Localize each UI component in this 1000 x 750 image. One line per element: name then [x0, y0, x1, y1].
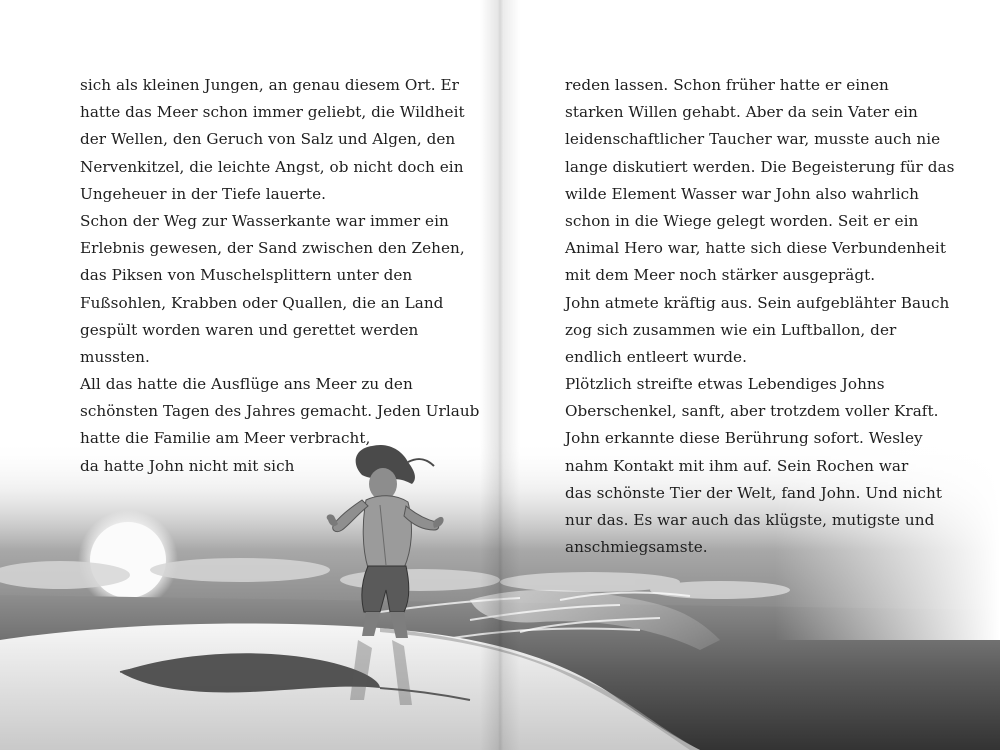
- text-line: wilde Element Wasser war John also wahrlich: [565, 184, 919, 203]
- text-line: John erkannte diese Berührung sofort. Wesley: [565, 429, 923, 448]
- text-line: starken Willen gehabt. Aber da sein Vater ein: [565, 103, 918, 122]
- text-line: Schon der Weg zur Wasserkante war immer ein: [80, 211, 449, 230]
- text-line: zog sich zusammen wie ein Luftballon, der: [565, 320, 897, 339]
- right-page-text: [565, 72, 955, 561]
- text-line: mussten.: [80, 347, 150, 366]
- text-line: da hatte John nicht mit sich: [80, 456, 295, 475]
- text-line: das schönste Tier der Welt, fand John. Und nicht: [565, 483, 942, 502]
- text-line: hatte die Familie am Meer verbracht,: [80, 429, 371, 448]
- text-line: reden lassen. Schon früher hatte er einen: [565, 76, 889, 94]
- text-line: Ungeheuer in der Tiefe lauerte.: [80, 184, 327, 203]
- text-line: der Wellen, den Geruch von Salz und Algen, den: [80, 130, 456, 149]
- text-line: All das hatte die Ausflüge ans Meer zu den: [80, 375, 413, 394]
- text-line: schönsten Tagen des Jahres gemacht. Jeden Urlaub: [80, 402, 480, 421]
- text-line: Nervenkitzel, die leichte Angst, ob nicht doch ein: [80, 157, 464, 176]
- text-line: endlich entleert wurde.: [565, 347, 747, 366]
- text-line: schon in die Wiege gelegt worden. Seit er ein: [565, 211, 919, 230]
- text-line: lange diskutiert werden. Die Begeisterung für das: [565, 157, 955, 176]
- text-line: hatte das Meer schon immer geliebt, die Wildheit: [80, 103, 465, 122]
- text-line: Fußsohlen, Krabben oder Quallen, die an Land: [80, 293, 444, 312]
- text-line: Animal Hero war, hatte sich diese Verbundenheit: [565, 239, 946, 258]
- text-line: das Piksen von Muschelsplittern unter den: [80, 266, 413, 285]
- text-line: mit dem Meer noch stärker ausgeprägt.: [565, 266, 876, 285]
- text-line: gespült worden waren und gerettet werden: [80, 320, 419, 339]
- text-line: Oberschenkel, sanft, aber trotzdem voller Kraft.: [565, 402, 939, 421]
- text-line: leidenschaftlicher Taucher war, musste auch nie: [565, 130, 941, 149]
- text-line: anschmiegsamste.: [565, 538, 708, 557]
- text-line: Erlebnis gewesen, der Sand zwischen den Zehen,: [80, 239, 465, 258]
- left-page-text: [80, 72, 480, 480]
- text-line: John atmete kräftig aus. Sein aufgeblähter Bauch: [565, 293, 950, 312]
- text-line: nahm Kontakt mit ihm auf. Sein Rochen war: [565, 456, 909, 475]
- text-line: sich als kleinen Jungen, an genau diesem Ort. Er: [80, 76, 459, 94]
- text-line: nur das. Es war auch das klügste, mutigste und: [565, 511, 935, 529]
- text-line: Plötzlich streifte etwas Lebendiges Johns: [565, 375, 885, 394]
